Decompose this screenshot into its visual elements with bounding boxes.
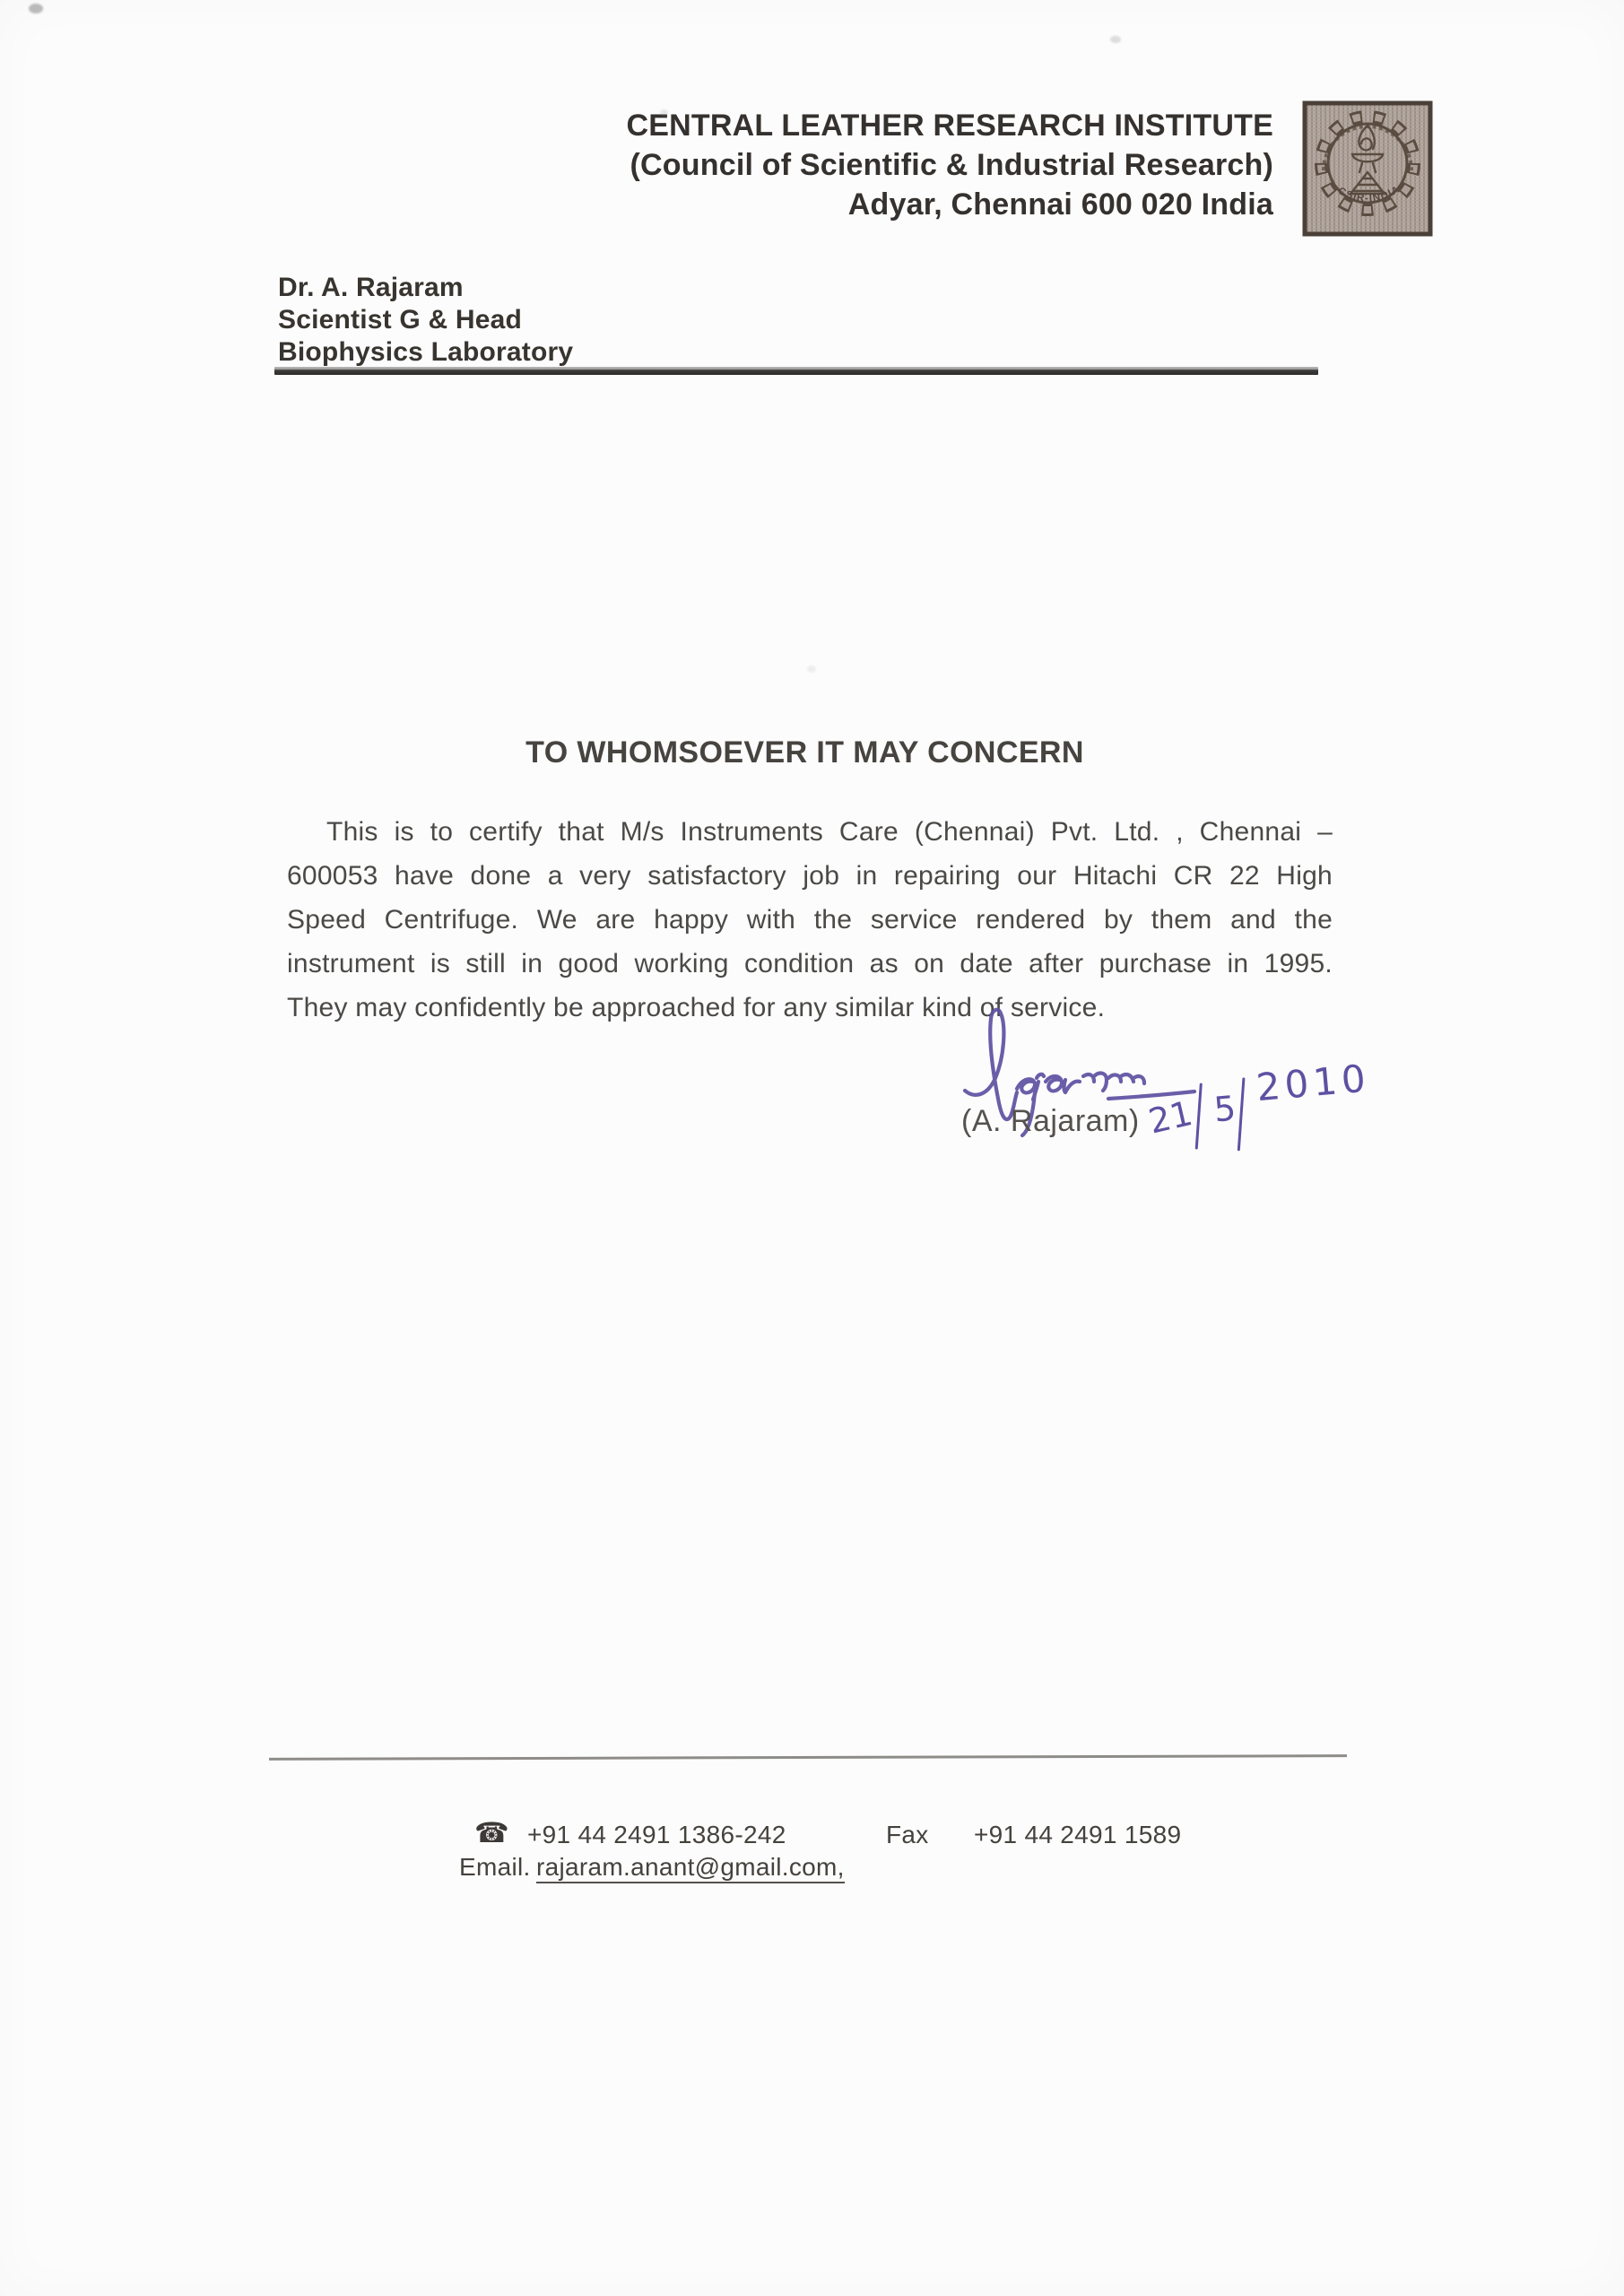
email-label: Email. [459,1853,531,1881]
letterhead [627,106,1273,224]
telephone-icon: ☎ [474,1817,509,1849]
signer-name: (A. Rajaram) [961,1104,1140,1138]
scan-artifact [1110,36,1121,43]
fax-label: Fax [886,1821,929,1848]
email-suffix: , [838,1853,845,1883]
date-separator [1237,1077,1245,1151]
scan-artifact [29,4,43,13]
letterhead-rule [274,367,1318,375]
body-line: They may confidently be approached for any similar kind of service. [287,993,1106,1022]
council-name: (Council of Scientific & Industrial Research) [630,148,1273,182]
date-month: 5 [1211,1088,1238,1130]
date-year: 2010 [1254,1056,1372,1110]
body-line: instrument is still in good working condition as on date after purchase in 1995. [287,949,1333,978]
officer-title: Scientist G & Head [278,305,523,335]
logo-label: CSIR-INDIA [1336,184,1403,204]
body-line: Speed Centrifuge. We are happy with the service rendered by them and the [287,905,1333,935]
subject-heading: TO WHOMSOEVER IT MAY CONCERN [525,735,1084,770]
body-line: This is to certify that M/s Instruments Care (Chennai) Pvt. Ltd. , Chennai – [326,817,1333,847]
officer-department: Biophysics Laboratory [278,337,574,367]
footer-rule [269,1754,1347,1761]
officer-name: Dr. A. Rajaram [278,273,464,302]
letter-body [287,810,1333,1030]
institute-address: Adyar, Chennai 600 020 India [847,187,1273,222]
fax-number: +91 44 2491 1589 [974,1821,1182,1848]
scan-artifact [660,109,668,116]
date-separator [1195,1083,1203,1150]
date-day: 21 [1144,1092,1196,1142]
csir-emblem-icon [1302,100,1433,237]
body-line: 600053 have done a very satisfactory job in repairing our Hitachi CR 22 High [287,861,1333,891]
scan-artifact [807,665,816,673]
institute-name: CENTRAL LEATHER RESEARCH INSTITUTE [626,109,1273,143]
officer-block [278,272,573,369]
email-line [536,1853,845,1882]
phone-number: +91 44 2491 1386-242 [527,1821,786,1848]
csir-logo [1302,100,1433,237]
email-link: rajaram.anant@gmail.com [536,1853,838,1883]
